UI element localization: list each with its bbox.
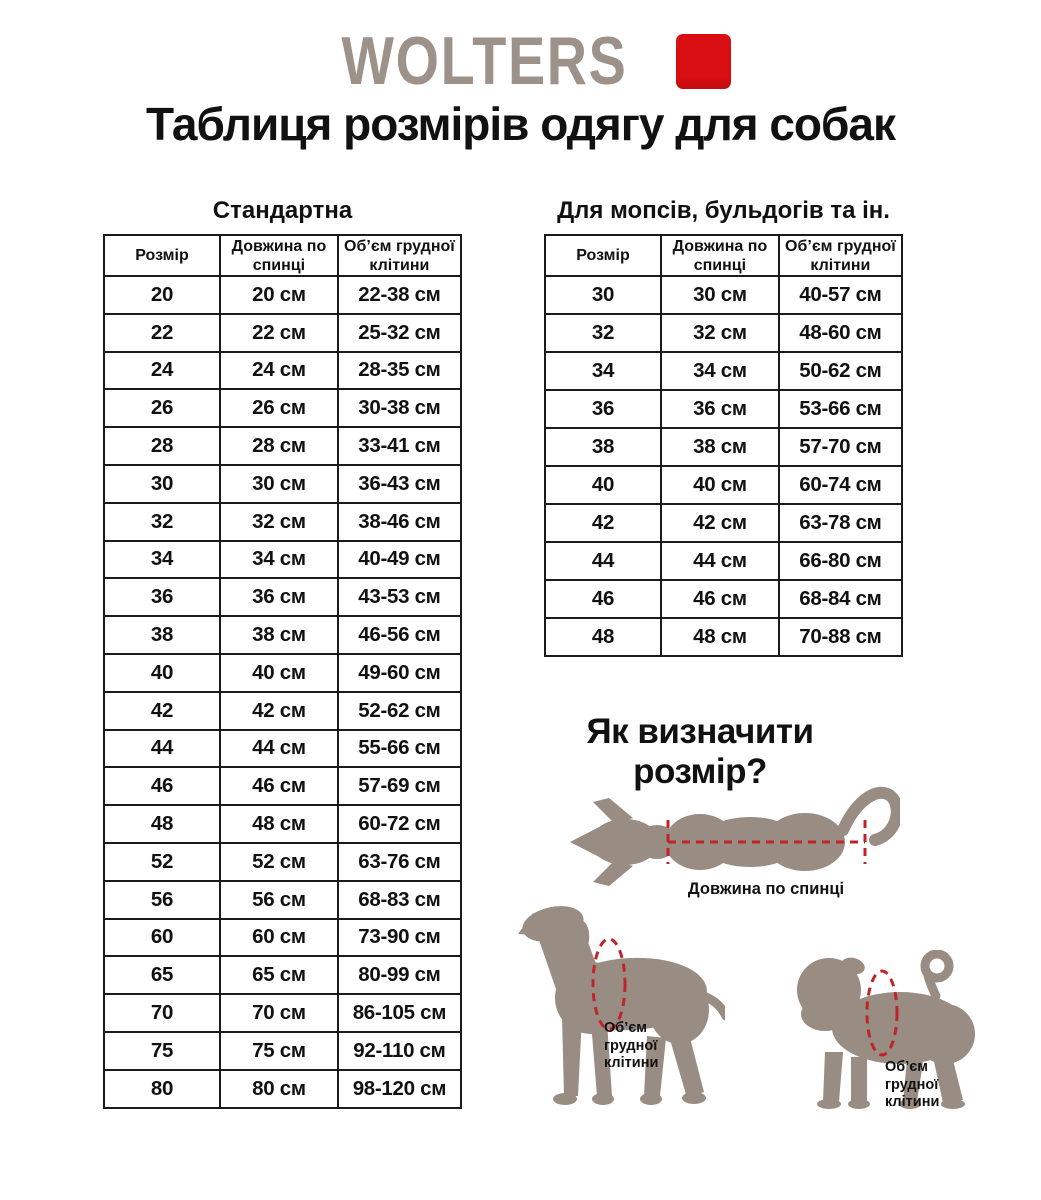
table-cell: 60: [104, 919, 220, 957]
table-row: [104, 843, 461, 881]
table-cell: 34: [545, 352, 661, 390]
table-cell: 44 см: [220, 730, 338, 768]
chest-label-line: грудної: [885, 1076, 939, 1093]
table-cell: 80 см: [220, 1070, 338, 1108]
wolters-logo-text: WOLTERS: [340, 23, 628, 99]
table-cell: 63-78 см: [779, 504, 902, 542]
table-row: [104, 352, 461, 390]
table-cell: 80-99 см: [338, 956, 461, 994]
table-cell: 66-80 см: [779, 542, 902, 580]
header-row: [104, 235, 461, 276]
table-cell: 48: [104, 805, 220, 843]
table-cell: 22: [104, 314, 220, 352]
table-cell: 44 см: [661, 542, 779, 580]
table-cell: 65 см: [220, 956, 338, 994]
pug-size-table: [544, 234, 903, 657]
table-cell: 20: [104, 276, 220, 314]
table-cell: 36 см: [661, 390, 779, 428]
header-row: [545, 235, 902, 276]
table-row: [545, 428, 902, 466]
table-cell: 38-46 см: [338, 503, 461, 541]
table-cell: 30-38 см: [338, 389, 461, 427]
table-cell: 36: [545, 390, 661, 428]
chest-label-line: клітини: [604, 1055, 659, 1071]
table-cell: 24: [104, 352, 220, 390]
table-row: [545, 314, 902, 352]
table-cell: 42 см: [220, 692, 338, 730]
pug-table-title: Для мопсів, бульдогів та ін.: [557, 197, 890, 224]
wolters-red-square-icon: [676, 34, 731, 89]
table-cell: 52-62 см: [338, 692, 461, 730]
table-row: [104, 956, 461, 994]
table-cell: 22-38 см: [338, 276, 461, 314]
table-cell: 28: [104, 427, 220, 465]
table-cell: 70: [104, 994, 220, 1032]
table-cell: 44: [545, 542, 661, 580]
back-length-label: Довжина по спинці: [687, 880, 845, 898]
table-cell: 55-66 см: [338, 730, 461, 768]
table-row: [104, 1032, 461, 1070]
table-row: [104, 427, 461, 465]
table-cell: 75 см: [220, 1032, 338, 1070]
table-cell: 48 см: [661, 618, 779, 656]
table-cell: 75: [104, 1032, 220, 1070]
chest-girth-label-large-dog: [604, 1020, 658, 1073]
table-cell: 60-72 см: [338, 805, 461, 843]
table-cell: 46 см: [661, 580, 779, 618]
table-row: [104, 1070, 461, 1108]
chest-label-line: Об’єм: [885, 1059, 928, 1075]
table-row: [104, 541, 461, 579]
table-cell: 32: [545, 314, 661, 352]
table-cell: 38 см: [220, 616, 338, 654]
table-cell: 48: [545, 618, 661, 656]
table-cell: 50-62 см: [779, 352, 902, 390]
chest-label-line: грудної: [604, 1037, 658, 1054]
chest-label-line: клітини: [885, 1094, 940, 1110]
standard-size-section: [103, 197, 462, 1109]
table-cell: 25-32 см: [338, 314, 461, 352]
table-cell: 36-43 см: [338, 465, 461, 503]
table-cell: 34 см: [661, 352, 779, 390]
table-cell: 40 см: [220, 654, 338, 692]
table-cell: 40-57 см: [779, 276, 902, 314]
table-cell: 22 см: [220, 314, 338, 352]
table-row: [104, 503, 461, 541]
table-row: [104, 578, 461, 616]
chest-girth-label-pug: [885, 1059, 939, 1112]
table-cell: 56 см: [220, 881, 338, 919]
table-cell: 32 см: [661, 314, 779, 352]
table-cell: 30: [545, 276, 661, 314]
table-cell: 68-84 см: [779, 580, 902, 618]
table-cell: 60 см: [220, 919, 338, 957]
pug-size-section: [544, 197, 903, 657]
table-cell: 40: [104, 654, 220, 692]
table-cell: 36: [104, 578, 220, 616]
table-cell: 73-90 см: [338, 919, 461, 957]
table-cell: 38 см: [661, 428, 779, 466]
table-cell: 63-76 см: [338, 843, 461, 881]
standard-size-table: [103, 234, 462, 1109]
table-cell: 26: [104, 389, 220, 427]
table-row: [104, 805, 461, 843]
table-cell: 48 см: [220, 805, 338, 843]
table-row: [104, 314, 461, 352]
table-cell: 20 см: [220, 276, 338, 314]
table-row: [545, 580, 902, 618]
table-cell: 44: [104, 730, 220, 768]
table-cell: 24 см: [220, 352, 338, 390]
table-cell: 42: [104, 692, 220, 730]
column-header: Об’єм грудної клітини: [338, 235, 461, 276]
table-row: [104, 389, 461, 427]
table-cell: 70 см: [220, 994, 338, 1032]
table-row: [545, 352, 902, 390]
table-cell: 40 см: [661, 466, 779, 504]
table-cell: 40: [545, 466, 661, 504]
table-cell: 46: [104, 767, 220, 805]
wolters-logo: [0, 23, 1041, 99]
table-cell: 46 см: [220, 767, 338, 805]
size-guide-title: Як визначити розмір?: [586, 712, 814, 791]
table-row: [104, 654, 461, 692]
table-cell: 57-70 см: [779, 428, 902, 466]
size-guide-section: [500, 700, 1041, 1200]
table-cell: 53-66 см: [779, 390, 902, 428]
table-cell: 60-74 см: [779, 466, 902, 504]
table-cell: 30 см: [661, 276, 779, 314]
table-row: [545, 276, 902, 314]
table-cell: 65: [104, 956, 220, 994]
table-row: [104, 919, 461, 957]
table-cell: 98-120 см: [338, 1070, 461, 1108]
table-cell: 56: [104, 881, 220, 919]
table-row: [104, 692, 461, 730]
table-cell: 68-83 см: [338, 881, 461, 919]
table-cell: 49-60 см: [338, 654, 461, 692]
table-row: [104, 276, 461, 314]
table-cell: 33-41 см: [338, 427, 461, 465]
column-header: Розмір: [104, 235, 220, 276]
column-header: Довжина по спинці: [661, 235, 779, 276]
table-cell: 86-105 см: [338, 994, 461, 1032]
table-row: [545, 390, 902, 428]
standard-table-title: Стандартна: [212, 197, 353, 224]
page-title: Таблиця розмірів одягу для собак: [145, 98, 896, 150]
table-cell: 57-69 см: [338, 767, 461, 805]
table-cell: 28-35 см: [338, 352, 461, 390]
table-row: [545, 466, 902, 504]
table-cell: 42: [545, 504, 661, 542]
column-header: Довжина по спинці: [220, 235, 338, 276]
table-row: [104, 730, 461, 768]
table-cell: 92-110 см: [338, 1032, 461, 1070]
table-row: [104, 767, 461, 805]
table-cell: 30 см: [220, 465, 338, 503]
dog-top-view-illustration: [565, 778, 900, 888]
table-row: [104, 616, 461, 654]
table-cell: 36 см: [220, 578, 338, 616]
table-cell: 40-49 см: [338, 541, 461, 579]
table-row: [104, 881, 461, 919]
brand-header: [0, 23, 1041, 151]
table-cell: 34: [104, 541, 220, 579]
table-cell: 28 см: [220, 427, 338, 465]
table-cell: 42 см: [661, 504, 779, 542]
table-row: [545, 542, 902, 580]
table-cell: 43-53 см: [338, 578, 461, 616]
chest-label-line: Об’єм: [604, 1020, 647, 1036]
table-cell: 32: [104, 503, 220, 541]
table-row: [104, 994, 461, 1032]
table-row: [545, 504, 902, 542]
table-cell: 34 см: [220, 541, 338, 579]
column-header: Об’єм грудної клітини: [779, 235, 902, 276]
table-cell: 80: [104, 1070, 220, 1108]
table-row: [104, 465, 461, 503]
table-cell: 46-56 см: [338, 616, 461, 654]
table-cell: 32 см: [220, 503, 338, 541]
table-cell: 52 см: [220, 843, 338, 881]
dog-side-view-illustration: [505, 894, 725, 1108]
table-cell: 38: [545, 428, 661, 466]
table-cell: 30: [104, 465, 220, 503]
table-cell: 52: [104, 843, 220, 881]
table-cell: 46: [545, 580, 661, 618]
table-cell: 48-60 см: [779, 314, 902, 352]
table-row: [545, 618, 902, 656]
table-cell: 70-88 см: [779, 618, 902, 656]
table-cell: 38: [104, 616, 220, 654]
table-cell: 26 см: [220, 389, 338, 427]
column-header: Розмір: [545, 235, 661, 276]
